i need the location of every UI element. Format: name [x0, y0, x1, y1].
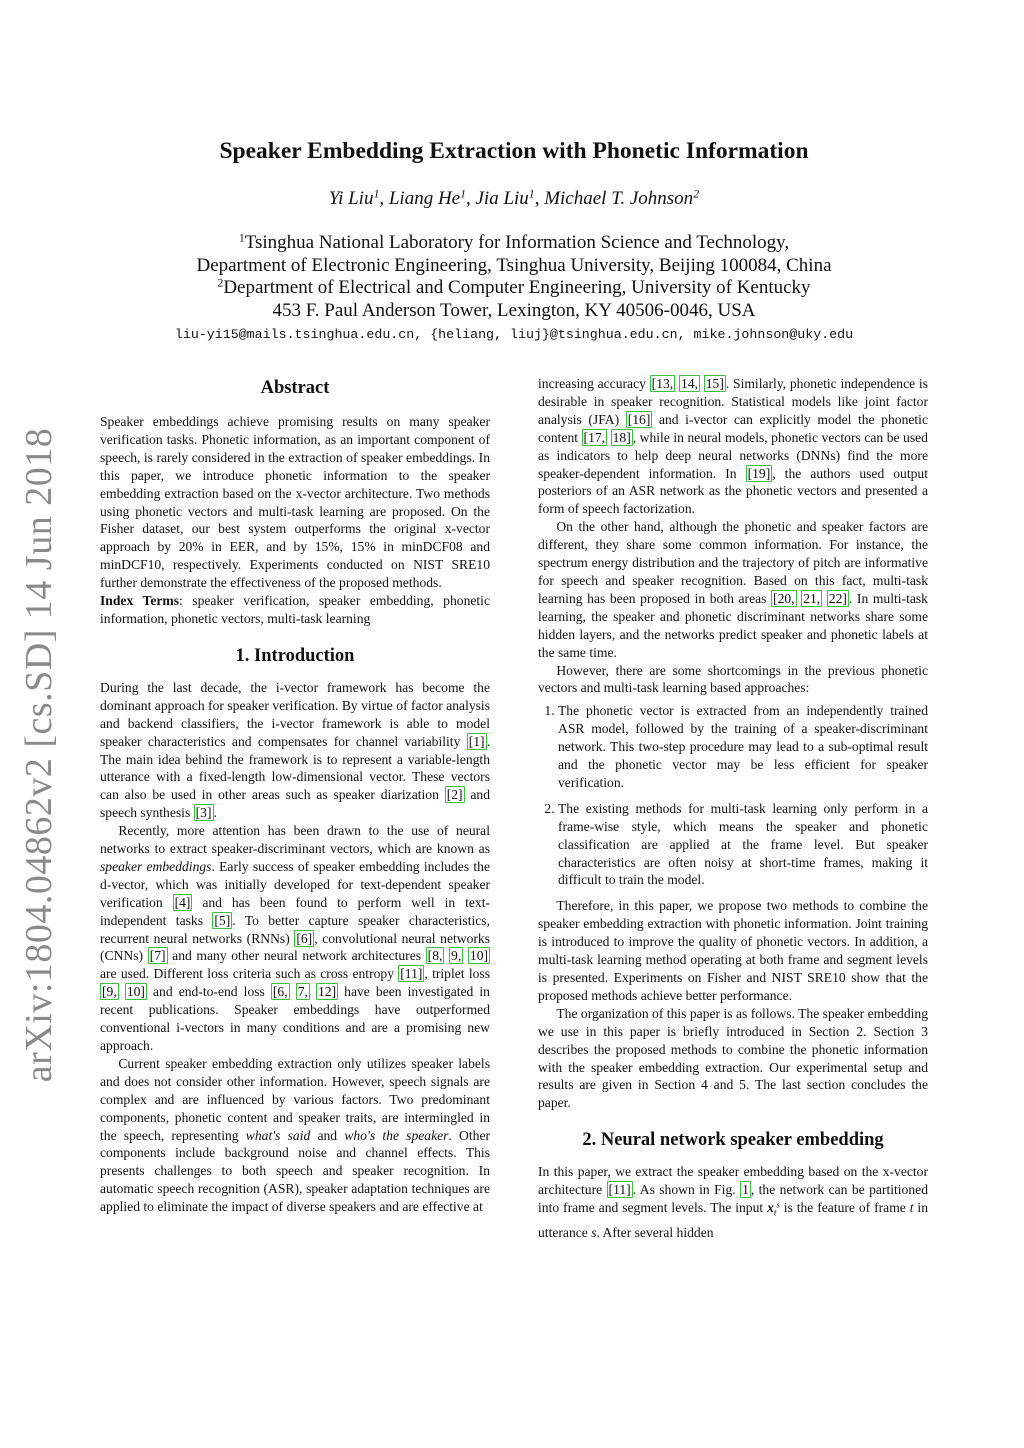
intro-paragraph: However, there are some shortcomings in the previous phonetic vectors and multi-task learning based approaches: — [538, 662, 928, 696]
abstract-heading: Abstract — [260, 378, 330, 398]
citation-link[interactable]: 12] — [317, 984, 337, 1000]
author-mark: 1 — [373, 187, 380, 201]
citation-link[interactable]: 7, — [297, 984, 308, 1000]
intro-paragraph: increasing accuracy [13, 14, 15] . Similarly, phonetic independence is desirable in speaker recognition. Statistical models like joint factor analysis (JFA) [16] and i-vector can explicitly model the phonetic content [17, 18] , while in neural models, phonetic vectors can be used as indicators to help deep neural networks (DNNs) find the more speaker-dependent information. In [19] , the authors used output posteriors of an ASR network as the phonetic vectors and presented a form of speech factorization. — [538, 376, 928, 517]
intro-paragraph: The organization of this paper is as follows. The speaker embedding we use in this paper is briefly introduced in Section 2. Section 3 describes the proposed methods to combine the phonetic information with the speaker embedding extraction. Our experimental setup and results are given in Section 4 and 5. The last section concludes the paper. — [538, 1005, 928, 1111]
citation-link[interactable]: 18] — [612, 429, 631, 445]
author-mark: 1 — [460, 187, 466, 201]
citation-link[interactable]: [20, — [773, 590, 795, 606]
affiliation-mark: 2 — [217, 276, 224, 290]
citation-link[interactable]: [13, — [651, 376, 674, 391]
citation-link[interactable]: 14, — [680, 376, 698, 391]
paper-title: Speaker Embedding Extraction with Phonetic Information — [219, 138, 809, 164]
math-variable: x — [767, 1200, 774, 1216]
list-item: 1. The phonetic vector is extracted from an independently trained ASR model, followed by the training of a speaker-discriminant network. This two-step procedure may lead to a sub-optimal result and the phonetic vector may be less efficient for speaker verification. — [558, 702, 928, 792]
citation-link[interactable]: [11] — [400, 966, 423, 982]
citation-link[interactable]: 10] — [469, 948, 489, 964]
author: Yi Liu — [328, 188, 374, 209]
citation-link[interactable]: [5] — [214, 912, 231, 928]
arxiv-stamp — [14, 427, 64, 1083]
citation-link[interactable]: [16] — [627, 411, 651, 427]
author-mark: 2 — [693, 187, 700, 201]
section-heading-speaker-embedding: 2. Neural network speaker embedding — [582, 1130, 884, 1151]
citation-link[interactable]: [6, — [272, 984, 288, 1000]
author: Jia Liu — [475, 188, 529, 209]
citation-link[interactable]: [1] — [468, 733, 485, 749]
citation-link[interactable]: [17, — [583, 429, 606, 445]
affiliation-line: $^2$Department of Electrical and Computer Engineering, University of Kentucky — [217, 276, 811, 298]
section-heading-introduction: 1. Introduction — [235, 645, 355, 666]
affiliation-line: $^1$Tsinghua National Laboratory for Information Science and Technology, — [238, 231, 790, 253]
list-item: 2. The existing methods for multi-task learning only perform in a frame-wise style, which means the speaker and phonetic classification are applied at the frame level. But speaker characteristics are often noisy at short-time frames, making it difficult to train the model. — [558, 800, 928, 890]
affiliation-mark: 1 — [238, 231, 245, 245]
citation-link[interactable]: [8, — [427, 948, 443, 964]
figure-link[interactable]: 1 — [742, 1182, 749, 1198]
affiliation-line: Department of Electronic Engineering, Tsinghua University, Beijing 100084, China — [196, 254, 832, 276]
intro-paragraph: Recently, more attention has been drawn to the use of neural networks to extract speaker-discriminant vectors, which are known as speaker embeddings. Early success of speaker embedding includes the d-vector, which was initially developed for text-dependent speaker verification [4] and has been found to perform well in text-independent tasks [5] . To better capture speaker characteristics, recurrent neural networks (RNNs) [6] , convolutional neural networks (CNNs) [7] and many other neural network architectures [8, 9, 10] are used. Different loss criteria such as cross entropy [11] , triplet loss [9, 10] and end-to-end loss [6, 7, 12] have been investigated in recent publications. Speaker embeddings have outperformed conventional i-vectors in many conditions and are a promising new approach. — [100, 823, 491, 1053]
author-mark: 1 — [528, 187, 535, 201]
citation-link[interactable]: [19] — [747, 465, 771, 481]
citation-link[interactable]: [4] — [174, 894, 191, 910]
citation-link[interactable]: 21, — [803, 590, 821, 606]
intro-paragraph: Therefore, in this paper, we propose two methods to combine the speaker embedding extraction with phonetic information. Joint training is introduced to improve the quality of phonetic vectors. In addition, a multi-task learning method operating at both frame and segment levels is presented. Experiments on Fisher and NIST SRE10 show that the proposed methods achieve better performance. — [538, 898, 928, 1003]
citation-link[interactable]: 9, — [451, 948, 462, 964]
citation-link[interactable]: [3] — [195, 805, 212, 821]
intro-paragraph: During the last decade, the i-vector framework has become the dominant approach for speaker verification. By virtue of factor analysis and backend classifiers, the i-vector framework is able to model speaker characteristics and compensates for channel variability [1] . The main idea behind the framework is to represent a variable-length utterance with a fixed-length low-dimensional vector. These vectors can also be used in other areas such as speaker diarization [2] and speech synthesis [3] . — [100, 679, 490, 821]
citation-link[interactable]: [2] — [446, 787, 463, 803]
author-list: Yi Liu$^1$, Liang He$^1$, Jia Liu$^1$, Michael T. Johnson$^2$ — [328, 187, 700, 209]
citation-link[interactable]: [6] — [296, 930, 313, 946]
arxiv-stamp-text: arXiv:1804.04862v2 [cs.SD] 14 Jun 2018 — [18, 427, 60, 1083]
citation-link[interactable]: [11] — [608, 1182, 631, 1198]
abstract-text: Speaker embeddings achieve promising results on many speaker verification tasks. Phonetic information, as an important component of speech, is rarely considered in the extraction of speaker embeddings. In this paper, we introduce phonetic information to the speaker embedding extraction based on the x-vector architecture. Two methods using phonetic vectors and multi-task learning are proposed. On the Fisher dataset, our best system outperforms the original x-vector approach by 20% in EER, and by 15%, 15% in minDCF08 and minDCF10, respectively. Experiments conducted on NIST SRE10 further demonstrate the effectiveness of the proposed methods. — [100, 414, 490, 591]
math-variable: t — [909, 1200, 914, 1216]
citation-link[interactable]: [7] — [149, 948, 166, 964]
citation-link[interactable]: 15] — [705, 376, 724, 391]
index-terms: Index Terms: speaker verification, speaker embedding, phonetic information, phonetic vectors, multi-task learning — [100, 593, 490, 626]
left-column — [100, 375, 490, 1216]
author: Michael T. Johnson — [544, 188, 694, 209]
shortcomings-list — [538, 702, 928, 889]
author: Liang He — [388, 188, 461, 209]
math-variable: s — [591, 1224, 597, 1240]
citation-link[interactable]: 10] — [126, 984, 145, 1000]
right-column — [538, 375, 928, 1242]
citation-link[interactable]: [9, — [102, 984, 117, 1000]
affiliations — [100, 232, 928, 322]
author-emails: liu-yi15@mails.tsinghua.edu.cn, {heliang, liuj}@tsinghua.edu.cn, mike.johnson@uky.edu — [174, 327, 854, 342]
affiliation-line: 453 F. Paul Anderson Tower, Lexington, KY 40506-0046, USA — [272, 299, 756, 321]
section-paragraph: In this paper, we extract the speaker embedding based on the x-vector architecture [11] . As shown in Fig. 1 , the network can be partitioned into frame and segment levels. The input $x_t^s$ is the feature of frame t in utterance s. After several hidden — [538, 1164, 929, 1240]
intro-paragraph: Current speaker embedding extraction only utilizes speaker labels and does not consider other information. However, speech signals are complex and are influenced by various factors. Two predominant components, phonetic content and speaker traits, are intermingled in the speech, representing what's said and who's the speaker. Other components include background noise and channel effects. This presents challenges to both speech and speaker recognition. In automatic speech recognition (ASR), speaker adaptation techniques are applied to eliminate the impact of diverse speakers and are effective at — [100, 1055, 490, 1215]
citation-link[interactable]: 22] — [828, 590, 847, 606]
intro-paragraph: On the other hand, although the phonetic and speaker factors are different, they share some common information. For instance, the spectrum energy distribution and the trajectory of pitch are informative for speech and speaker recognition. Based on this fact, multi-task learning has been proposed in both areas [20, 21, 22] . In multi-task learning, the speaker and phonetic discriminant networks share some hidden layers, and the networks predict speaker and phonetic labels at the same time. — [538, 519, 928, 660]
